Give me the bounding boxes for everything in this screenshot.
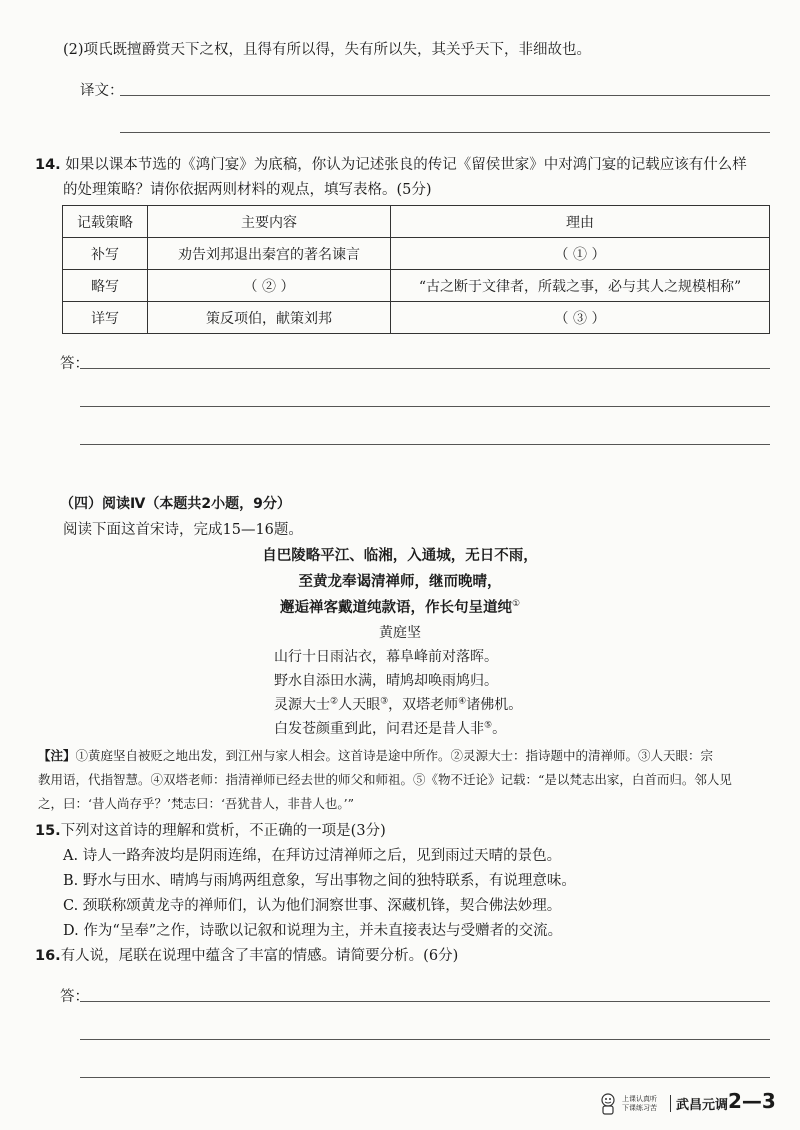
section-heading: （四）阅读Ⅳ（本题共2小题，9分） — [60, 496, 291, 512]
poem-author: 黄庭坚 — [379, 625, 421, 641]
poem-title-line: 邂逅禅客戴道纯款语，作长句呈道纯① — [279, 599, 521, 616]
strategy-table — [62, 205, 770, 334]
notes-line1: 【注】①黄庭坚自被贬之地出发，到江州与家人相会。这首诗是途中所作。②灵源大士：指诗题中的清禅师。③人天眼：宗 — [38, 748, 714, 763]
table-cell-blank[interactable]: （ ① ） — [391, 238, 770, 270]
notes-label: 【注】 — [38, 748, 76, 763]
mascot-icon — [596, 1092, 620, 1116]
q14-line2: 的处理策略？请你依据两则材料的观点，填写表格。(5分) — [63, 182, 432, 198]
q15-option-b[interactable]: B. 野水与田水、晴鸠与雨鸠两组意象，写出事物之间的独特联系，有说理意味。 — [63, 873, 576, 889]
table-header: 理由 — [391, 206, 770, 238]
answer-line[interactable] — [80, 406, 770, 407]
q15-stem: 15.下列对这首诗的理解和赏析，不正确的一项是(3分) — [35, 823, 386, 839]
poem-title-line: 自巴陵略平江、临湘，入通城，无日不雨， — [262, 548, 538, 564]
footer-slogan: 上课认真听 下课练习苦 — [622, 1095, 657, 1112]
section-intro: 阅读下面这首宋诗，完成15—16题。 — [63, 522, 303, 538]
table-row — [63, 302, 770, 334]
q14-answer-label: 答： — [60, 356, 89, 372]
answer-line[interactable] — [120, 95, 770, 96]
table-cell-blank[interactable]: （ ② ） — [148, 270, 391, 302]
table-cell: 策反项伯，献策刘邦 — [148, 302, 391, 334]
q14-line1: 14. 如果以课本节选的《鸿门宴》为底稿，你认为记述张良的传记《留侯世家》中对鸿门宴的记载应该有什么样 — [35, 157, 747, 173]
notes-line2: 教用语，代指智慧。④双塔老师：指清禅师已经去世的师父和师祖。⑤《物不迁论》记载：“是以梵志出家，白首而归。邻人见 — [38, 772, 732, 787]
table-cell: 补写 — [63, 238, 148, 270]
table-header: 主要内容 — [148, 206, 391, 238]
answer-line[interactable] — [80, 444, 770, 445]
note-mark: ④ — [458, 696, 467, 707]
answer-line[interactable] — [80, 1077, 770, 1078]
table-row — [63, 270, 770, 302]
answer-line[interactable] — [80, 1039, 770, 1040]
answer-line[interactable] — [120, 132, 770, 133]
question-number: 14. — [35, 157, 61, 173]
table-cell-blank[interactable]: （ ③ ） — [391, 302, 770, 334]
q16-stem: 16.有人说，尾联在说理中蕴含了丰富的情感。请简要分析。(6分) — [35, 948, 459, 964]
question-number: 16. — [35, 948, 61, 964]
table-header-row — [63, 206, 770, 238]
page-number: 2—3 — [728, 1089, 776, 1113]
footer-divider — [670, 1095, 671, 1112]
q15-option-a[interactable]: A. 诗人一路奔波均是阴雨连绵，在拜访过清禅师之后，见到雨过天晴的景色。 — [63, 848, 562, 864]
poem-title-line: 至黄龙奉谒清禅师，继而晚晴， — [298, 574, 502, 590]
poem-line: 山行十日雨沾衣，幕阜峰前对落晖。 — [274, 649, 498, 665]
answer-line[interactable] — [80, 368, 770, 369]
q15-option-c[interactable]: C. 颈联称颂黄龙寺的禅师们，认为他们洞察世事、深藏机锋，契合佛法妙理。 — [63, 898, 562, 914]
q15-option-d[interactable]: D. 作为“呈奉”之作，诗歌以记叙和说理为主，并未直接表达与受赠者的交流。 — [63, 923, 563, 939]
table-header: 记载策略 — [63, 206, 148, 238]
q13-2-text: (2)项氏既擅爵赏天下之权，且得有所以得，失有所以失，其关乎天下，非细故也。 — [63, 42, 592, 58]
q16-answer-label: 答： — [60, 989, 89, 1005]
notes-line3: 之，曰：‘昔人尚存乎？’梵志曰：‘吾犹昔人，非昔人也。’” — [38, 796, 355, 811]
table-cell: 详写 — [63, 302, 148, 334]
table-row — [63, 238, 770, 270]
poem-line: 野水自添田水满，晴鸠却唤雨鸠归。 — [274, 673, 498, 689]
table-cell: “古之断于文律者，所载之事，必与其人之规模相称” — [391, 270, 770, 302]
q13-2-answer-label: 译文： — [80, 83, 124, 99]
question-number: 15. — [35, 823, 61, 839]
poem-line: 白发苍颜重到此，问君还是昔人非⑤。 — [274, 720, 507, 737]
note-mark: ⑤ — [484, 720, 493, 731]
footer-brand: 武昌元调 — [676, 1098, 729, 1113]
answer-line[interactable] — [80, 1001, 770, 1002]
poem-line: 灵源大士②人天眼③，双塔老师④诸佛机。 — [274, 696, 523, 713]
note-mark: ③ — [380, 696, 389, 707]
note-mark: ② — [330, 696, 339, 707]
table-cell: 劝告刘邦退出秦宫的著名谏言 — [148, 238, 391, 270]
note-mark: ① — [511, 599, 521, 610]
table-cell: 略写 — [63, 270, 148, 302]
